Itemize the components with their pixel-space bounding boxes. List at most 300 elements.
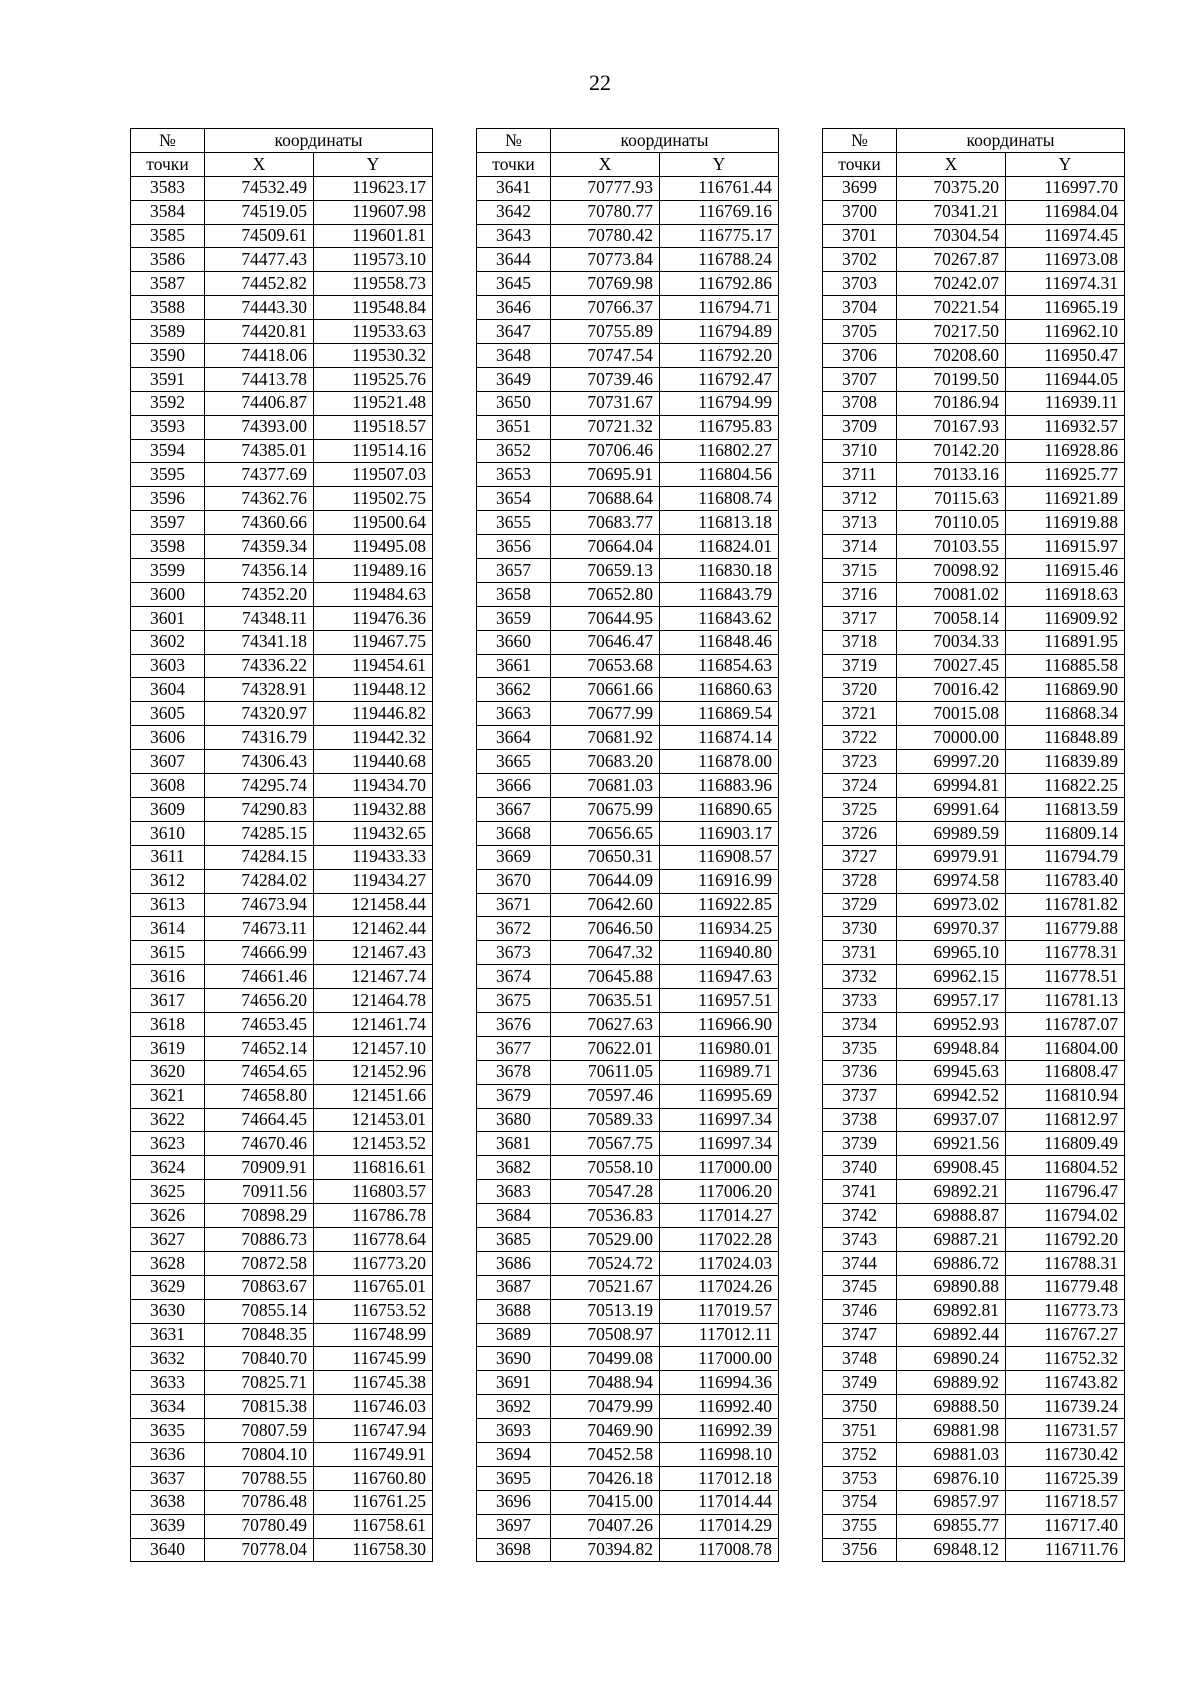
point-number: 3669: [477, 845, 551, 869]
point-number: 3652: [477, 439, 551, 463]
table-row: [131, 535, 433, 559]
table-row: [131, 941, 433, 965]
table-row: [131, 176, 433, 200]
coord-x: 69892.81: [897, 1299, 1006, 1323]
point-number: 3739: [823, 1132, 897, 1156]
table-row: [477, 272, 779, 296]
table-row: [477, 893, 779, 917]
coord-x: 70110.05: [897, 511, 1006, 535]
coord-y: 121453.52: [314, 1132, 433, 1156]
table-row: [823, 1299, 1125, 1323]
coord-y: 116810.94: [1006, 1084, 1125, 1108]
coord-y: 116994.36: [660, 1371, 779, 1395]
table-row: [823, 1323, 1125, 1347]
coord-x: 70221.54: [897, 296, 1006, 320]
table-row: [823, 200, 1125, 224]
point-number: 3749: [823, 1371, 897, 1395]
point-number: 3643: [477, 224, 551, 248]
coord-x: 70653.68: [551, 654, 660, 678]
point-number: 3720: [823, 678, 897, 702]
table-row: [477, 463, 779, 487]
table-row: [823, 511, 1125, 535]
coord-y: 119530.32: [314, 344, 433, 368]
coord-y: 119521.48: [314, 391, 433, 415]
coord-y: 117006.20: [660, 1180, 779, 1204]
table-row: [477, 1419, 779, 1443]
point-number: 3730: [823, 917, 897, 941]
point-number: 3667: [477, 797, 551, 821]
header-y: Y: [660, 152, 779, 176]
point-number: 3625: [131, 1180, 205, 1204]
point-number: 3748: [823, 1347, 897, 1371]
coord-x: 69973.02: [897, 893, 1006, 917]
header-num-top: №: [131, 129, 205, 153]
coord-x: 69962.15: [897, 965, 1006, 989]
point-number: 3713: [823, 511, 897, 535]
coord-y: 119476.36: [314, 606, 433, 630]
coord-y: 116915.97: [1006, 535, 1125, 559]
table-row: [131, 487, 433, 511]
table-row: [477, 750, 779, 774]
point-number: 3605: [131, 702, 205, 726]
coord-y: 116974.45: [1006, 224, 1125, 248]
table-row: [823, 463, 1125, 487]
table-row: [823, 1132, 1125, 1156]
table-row: [131, 678, 433, 702]
coord-x: 70115.63: [897, 487, 1006, 511]
coord-x: 70536.83: [551, 1204, 660, 1228]
table-row: [477, 606, 779, 630]
coord-y: 116804.56: [660, 463, 779, 487]
point-number: 3626: [131, 1204, 205, 1228]
coord-y: 116957.51: [660, 989, 779, 1013]
coord-y: 116822.25: [1006, 774, 1125, 798]
table-row: [823, 750, 1125, 774]
point-number: 3592: [131, 391, 205, 415]
coord-x: 70695.91: [551, 463, 660, 487]
table-row: [477, 917, 779, 941]
table-row: [477, 1514, 779, 1538]
table-row: [823, 1419, 1125, 1443]
coord-y: 116758.30: [314, 1538, 433, 1562]
table-row: [477, 511, 779, 535]
coord-y: 116922.85: [660, 893, 779, 917]
coord-y: 116804.52: [1006, 1156, 1125, 1180]
coord-y: 116816.61: [314, 1156, 433, 1180]
table-row: [823, 1442, 1125, 1466]
table-row: [131, 821, 433, 845]
point-number: 3603: [131, 654, 205, 678]
point-number: 3682: [477, 1156, 551, 1180]
point-number: 3591: [131, 367, 205, 391]
table-row: [823, 821, 1125, 845]
coord-x: 74284.02: [205, 869, 314, 893]
point-number: 3668: [477, 821, 551, 845]
coord-x: 70755.89: [551, 320, 660, 344]
coord-y: 116944.05: [1006, 367, 1125, 391]
point-number: 3659: [477, 606, 551, 630]
coord-y: 116786.78: [314, 1204, 433, 1228]
table-row: [477, 1371, 779, 1395]
point-number: 3635: [131, 1419, 205, 1443]
table-row: [823, 1084, 1125, 1108]
coord-x: 70394.82: [551, 1538, 660, 1562]
coord-x: 69948.84: [897, 1036, 1006, 1060]
coord-x: 69989.59: [897, 821, 1006, 845]
point-number: 3583: [131, 176, 205, 200]
table-row: [477, 415, 779, 439]
coord-x: 69921.56: [897, 1132, 1006, 1156]
coord-x: 69890.24: [897, 1347, 1006, 1371]
coord-y: 116890.65: [660, 797, 779, 821]
table-row: [131, 272, 433, 296]
point-number: 3611: [131, 845, 205, 869]
coord-y: 116747.94: [314, 1419, 433, 1443]
coord-y: 116752.32: [1006, 1347, 1125, 1371]
coord-y: 116758.61: [314, 1514, 433, 1538]
coord-y: 116773.73: [1006, 1299, 1125, 1323]
coord-y: 119442.32: [314, 726, 433, 750]
table-row: [477, 797, 779, 821]
header-x: X: [897, 152, 1006, 176]
point-number: 3606: [131, 726, 205, 750]
point-number: 3616: [131, 965, 205, 989]
point-number: 3708: [823, 391, 897, 415]
point-number: 3662: [477, 678, 551, 702]
table-row: [131, 797, 433, 821]
table-row: [131, 1442, 433, 1466]
table-row: [131, 511, 433, 535]
point-number: 3707: [823, 367, 897, 391]
coord-y: 119433.33: [314, 845, 433, 869]
coord-y: 117022.28: [660, 1227, 779, 1251]
coord-x: 70825.71: [205, 1371, 314, 1395]
table-row: [131, 702, 433, 726]
coord-x: 70777.93: [551, 176, 660, 200]
coord-y: 116794.79: [1006, 845, 1125, 869]
point-number: 3750: [823, 1395, 897, 1419]
coord-x: 70911.56: [205, 1180, 314, 1204]
point-number: 3680: [477, 1108, 551, 1132]
header-y: Y: [1006, 152, 1125, 176]
point-number: 3586: [131, 248, 205, 272]
point-number: 3622: [131, 1108, 205, 1132]
point-number: 3751: [823, 1419, 897, 1443]
table-row: [823, 1060, 1125, 1084]
coord-x: 70688.64: [551, 487, 660, 511]
table-row: [477, 774, 779, 798]
table-row: [131, 917, 433, 941]
coord-y: 119607.98: [314, 200, 433, 224]
table-row: [131, 654, 433, 678]
coord-y: 117014.29: [660, 1514, 779, 1538]
coord-y: 116753.52: [314, 1299, 433, 1323]
coord-y: 121452.96: [314, 1060, 433, 1084]
coord-x: 70217.50: [897, 320, 1006, 344]
table-row: [823, 367, 1125, 391]
table-row: [131, 1538, 433, 1562]
point-number: 3648: [477, 344, 551, 368]
coord-y: 116711.76: [1006, 1538, 1125, 1562]
point-number: 3741: [823, 1180, 897, 1204]
table-row: [477, 821, 779, 845]
table-row: [131, 1060, 433, 1084]
coord-x: 70778.04: [205, 1538, 314, 1562]
coord-y: 121462.44: [314, 917, 433, 941]
table-row: [823, 797, 1125, 821]
table-row: [477, 367, 779, 391]
point-number: 3696: [477, 1490, 551, 1514]
header-num-bottom: точки: [823, 152, 897, 176]
coord-x: 74532.49: [205, 176, 314, 200]
point-number: 3587: [131, 272, 205, 296]
table-row: [823, 1371, 1125, 1395]
point-number: 3675: [477, 989, 551, 1013]
coord-y: 116997.34: [660, 1108, 779, 1132]
point-number: 3633: [131, 1371, 205, 1395]
table-row: [131, 893, 433, 917]
coord-y: 116966.90: [660, 1012, 779, 1036]
table-row: [823, 487, 1125, 511]
coord-y: 116909.92: [1006, 606, 1125, 630]
point-number: 3610: [131, 821, 205, 845]
table-row: [477, 1395, 779, 1419]
coord-x: 69991.64: [897, 797, 1006, 821]
coord-x: 74316.79: [205, 726, 314, 750]
table-row: [823, 1012, 1125, 1036]
point-number: 3756: [823, 1538, 897, 1562]
table-row: [131, 750, 433, 774]
point-number: 3588: [131, 296, 205, 320]
table-row: [823, 702, 1125, 726]
coord-x: 70567.75: [551, 1132, 660, 1156]
point-number: 3617: [131, 989, 205, 1013]
coord-x: 74328.91: [205, 678, 314, 702]
coord-x: 74418.06: [205, 344, 314, 368]
point-number: 3733: [823, 989, 897, 1013]
coord-y: 116848.89: [1006, 726, 1125, 750]
coord-x: 70098.92: [897, 559, 1006, 583]
table-row: [823, 1514, 1125, 1538]
point-number: 3723: [823, 750, 897, 774]
point-number: 3672: [477, 917, 551, 941]
point-number: 3670: [477, 869, 551, 893]
coord-x: 70415.00: [551, 1490, 660, 1514]
coord-x: 70721.32: [551, 415, 660, 439]
table-row: [477, 965, 779, 989]
coord-x: 74290.83: [205, 797, 314, 821]
coord-y: 121451.66: [314, 1084, 433, 1108]
table-row: [131, 726, 433, 750]
table-row: [477, 654, 779, 678]
page-number: 22: [589, 70, 611, 95]
coord-x: 70469.90: [551, 1419, 660, 1443]
coord-y: 116854.63: [660, 654, 779, 678]
coord-y: 116778.64: [314, 1227, 433, 1251]
coord-y: 119432.88: [314, 797, 433, 821]
point-number: 3715: [823, 559, 897, 583]
coord-x: 69886.72: [897, 1251, 1006, 1275]
coord-y: 116717.40: [1006, 1514, 1125, 1538]
coord-x: 70683.20: [551, 750, 660, 774]
header-num-bottom: точки: [131, 152, 205, 176]
coord-y: 119446.82: [314, 702, 433, 726]
coord-x: 70909.91: [205, 1156, 314, 1180]
table-row: [477, 1466, 779, 1490]
point-number: 3628: [131, 1251, 205, 1275]
coord-x: 69997.20: [897, 750, 1006, 774]
table-row: [477, 726, 779, 750]
coord-x: 70804.10: [205, 1442, 314, 1466]
table-row: [477, 1060, 779, 1084]
coord-x: 74654.65: [205, 1060, 314, 1084]
coord-y: 119432.65: [314, 821, 433, 845]
coord-y: 116980.01: [660, 1036, 779, 1060]
point-number: 3754: [823, 1490, 897, 1514]
table-row: [823, 606, 1125, 630]
point-number: 3665: [477, 750, 551, 774]
coord-y: 116804.00: [1006, 1036, 1125, 1060]
point-number: 3601: [131, 606, 205, 630]
table-row: [477, 344, 779, 368]
coord-y: 116947.63: [660, 965, 779, 989]
point-number: 3615: [131, 941, 205, 965]
coord-x: 69965.10: [897, 941, 1006, 965]
coord-x: 70661.66: [551, 678, 660, 702]
table-row: [477, 1180, 779, 1204]
coord-x: 70479.99: [551, 1395, 660, 1419]
table-row: [131, 439, 433, 463]
coord-y: 119507.03: [314, 463, 433, 487]
coord-y: 117014.44: [660, 1490, 779, 1514]
table-row: [131, 1132, 433, 1156]
point-number: 3729: [823, 893, 897, 917]
table-row: [131, 1108, 433, 1132]
coord-x: 74661.46: [205, 965, 314, 989]
point-number: 3621: [131, 1084, 205, 1108]
coord-x: 70304.54: [897, 224, 1006, 248]
coord-y: 117024.26: [660, 1275, 779, 1299]
coord-x: 74393.00: [205, 415, 314, 439]
coord-x: 70780.49: [205, 1514, 314, 1538]
point-number: 3728: [823, 869, 897, 893]
coord-y: 117008.78: [660, 1538, 779, 1562]
table-row: [823, 391, 1125, 415]
coord-y: 116939.11: [1006, 391, 1125, 415]
point-number: 3590: [131, 344, 205, 368]
coord-y: 116868.34: [1006, 702, 1125, 726]
coord-x: 70635.51: [551, 989, 660, 1013]
point-number: 3642: [477, 200, 551, 224]
coord-y: 116745.99: [314, 1347, 433, 1371]
coord-x: 69889.92: [897, 1371, 1006, 1395]
point-number: 3732: [823, 965, 897, 989]
coord-y: 119573.10: [314, 248, 433, 272]
coord-x: 70780.77: [551, 200, 660, 224]
coord-x: 69857.97: [897, 1490, 1006, 1514]
table-row: [823, 1395, 1125, 1419]
coord-x: 74652.14: [205, 1036, 314, 1060]
coord-x: 74356.14: [205, 559, 314, 583]
coord-x: 69887.21: [897, 1227, 1006, 1251]
table-row: [131, 1012, 433, 1036]
table-row: [477, 582, 779, 606]
coord-y: 116767.27: [1006, 1323, 1125, 1347]
point-number: 3698: [477, 1538, 551, 1562]
coord-y: 119518.57: [314, 415, 433, 439]
point-number: 3684: [477, 1204, 551, 1228]
coord-y: 116787.07: [1006, 1012, 1125, 1036]
coord-x: 69888.50: [897, 1395, 1006, 1419]
point-number: 3685: [477, 1227, 551, 1251]
coord-x: 70747.54: [551, 344, 660, 368]
coord-x: 70656.65: [551, 821, 660, 845]
coord-y: 116718.57: [1006, 1490, 1125, 1514]
table-row: [477, 1132, 779, 1156]
coord-x: 70855.14: [205, 1299, 314, 1323]
table-row: [131, 989, 433, 1013]
point-number: 3703: [823, 272, 897, 296]
table-row: [131, 559, 433, 583]
coord-y: 116919.88: [1006, 511, 1125, 535]
coord-y: 116908.57: [660, 845, 779, 869]
point-number: 3624: [131, 1156, 205, 1180]
table-row: [131, 344, 433, 368]
coord-y: 116809.49: [1006, 1132, 1125, 1156]
point-number: 3630: [131, 1299, 205, 1323]
table-row: [131, 1084, 433, 1108]
point-number: 3712: [823, 487, 897, 511]
point-number: 3683: [477, 1180, 551, 1204]
table-row: [477, 559, 779, 583]
header-num-top: №: [477, 129, 551, 153]
coord-x: 74359.34: [205, 535, 314, 559]
table-row: [131, 463, 433, 487]
table-row: [477, 941, 779, 965]
point-number: 3663: [477, 702, 551, 726]
coord-y: 116769.16: [660, 200, 779, 224]
point-number: 3702: [823, 248, 897, 272]
coord-x: 74352.20: [205, 582, 314, 606]
point-number: 3597: [131, 511, 205, 535]
point-number: 3599: [131, 559, 205, 583]
coord-x: 69890.88: [897, 1275, 1006, 1299]
coord-x: 74336.22: [205, 654, 314, 678]
table-row: [131, 1419, 433, 1443]
coord-x: 70015.08: [897, 702, 1006, 726]
point-number: 3656: [477, 535, 551, 559]
point-number: 3671: [477, 893, 551, 917]
coord-x: 70706.46: [551, 439, 660, 463]
header-num-top: №: [823, 129, 897, 153]
coord-x: 70773.84: [551, 248, 660, 272]
coord-y: 116885.58: [1006, 654, 1125, 678]
coord-x: 70898.29: [205, 1204, 314, 1228]
table-row: [477, 1299, 779, 1323]
coord-y: 116824.01: [660, 535, 779, 559]
coord-x: 70452.58: [551, 1442, 660, 1466]
table-row: [823, 176, 1125, 200]
coord-y: 119514.16: [314, 439, 433, 463]
point-number: 3623: [131, 1132, 205, 1156]
coord-y: 116794.89: [660, 320, 779, 344]
coord-x: 70681.92: [551, 726, 660, 750]
point-number: 3746: [823, 1299, 897, 1323]
coord-x: 70622.01: [551, 1036, 660, 1060]
coord-y: 116950.47: [1006, 344, 1125, 368]
table-row: [131, 248, 433, 272]
table-row: [131, 1323, 433, 1347]
